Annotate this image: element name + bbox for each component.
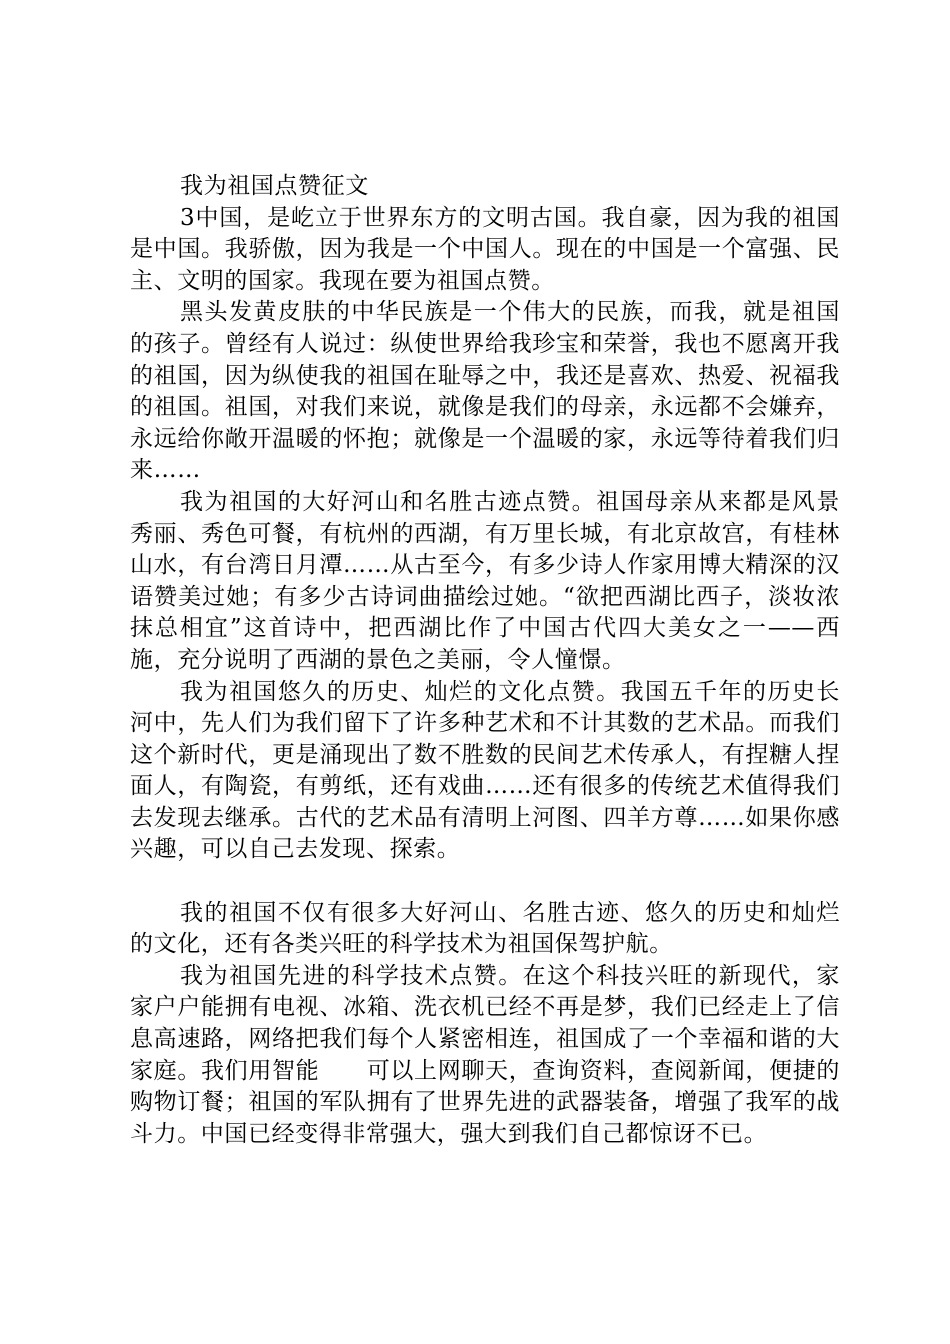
paragraph-history-culture: 我为祖国悠久的历史、灿烂的文化点赞。我国五千年的历史长河中，先人们为我们留下了许多种艺术和不计其数的艺术品。而我们这个新时代，更是涌现出了数不胜数的民间艺术传承人，有捏糖人捏面人，有陶瓷，有剪纸，还有戏曲……还有很多的传统艺术值得我们去发现去继承。古代的艺术品有清明上河图、四羊方尊……如果你感兴趣，可以自己去发现、探索。 (130, 678, 840, 863)
paragraph-nation: 黑头发黄皮肤的中华民族是一个伟大的民族，而我，就是祖国的孩子。曾经有人说过：纵使世界给我珍宝和荣誉，我也不愿离开我的祖国，因为纵使我的祖国在耻辱之中，我还是喜欢、热爱、祝福我的祖国。祖国，对我们来说，就像是我们的母亲，永远都不会嫌弃，永远给你敞开温暖的怀抱；就像是一个温暖的家，永远等待着我们归来…… (130, 299, 840, 484)
paragraph-technology: 我为祖国先进的科学技术点赞。在这个科技兴旺的新现代，家家户户能拥有电视、冰箱、洗衣机已经不再是梦，我们已经走上了信息高速路，网络把我们每个人紧密相连，祖国成了一个幸福和谐的大家庭。我们用智能 可以上网聊天，查询资料，查阅新闻，便捷的购物订餐；祖国的军队拥有了世界先进的武器装备，增强了我军的战斗力。中国已经变得非常强大，强大到我们自己都惊讶不已。 (130, 962, 840, 1147)
paragraph-gap (130, 866, 840, 898)
document-body (130, 171, 840, 1150)
paragraph-transition: 我的祖国不仅有很多大好河山、名胜古迹、悠久的历史和灿烂的文化，还有各类兴旺的科学技术为祖国保驾护航。 (130, 899, 840, 958)
document-title: 我为祖国点赞征文 (180, 173, 369, 199)
paragraph-intro: 3中国，是屹立于世界东方的文明古国。我自豪，因为我的祖国是中国。我骄傲，因为我是一个中国人。现在的中国是一个富强、民主、文明的国家。我现在要为祖国点赞。 (130, 204, 840, 294)
paragraph-landscape: 我为祖国的大好河山和名胜古迹点赞。祖国母亲从来都是风景秀丽、秀色可餐，有杭州的西湖，有万里长城，有北京故宫，有桂林山水，有台湾日月潭……从古至今，有多少诗人作家用博大精深的汉语赞美过她；有多少古诗词曲描绘过她。“欲把西湖比西子，淡妆浓抹总相宜”这首诗中，把西湖比作了中国古代四大美女之一——西施，充分说明了西湖的景色之美丽，令人憧憬。 (130, 488, 840, 673)
